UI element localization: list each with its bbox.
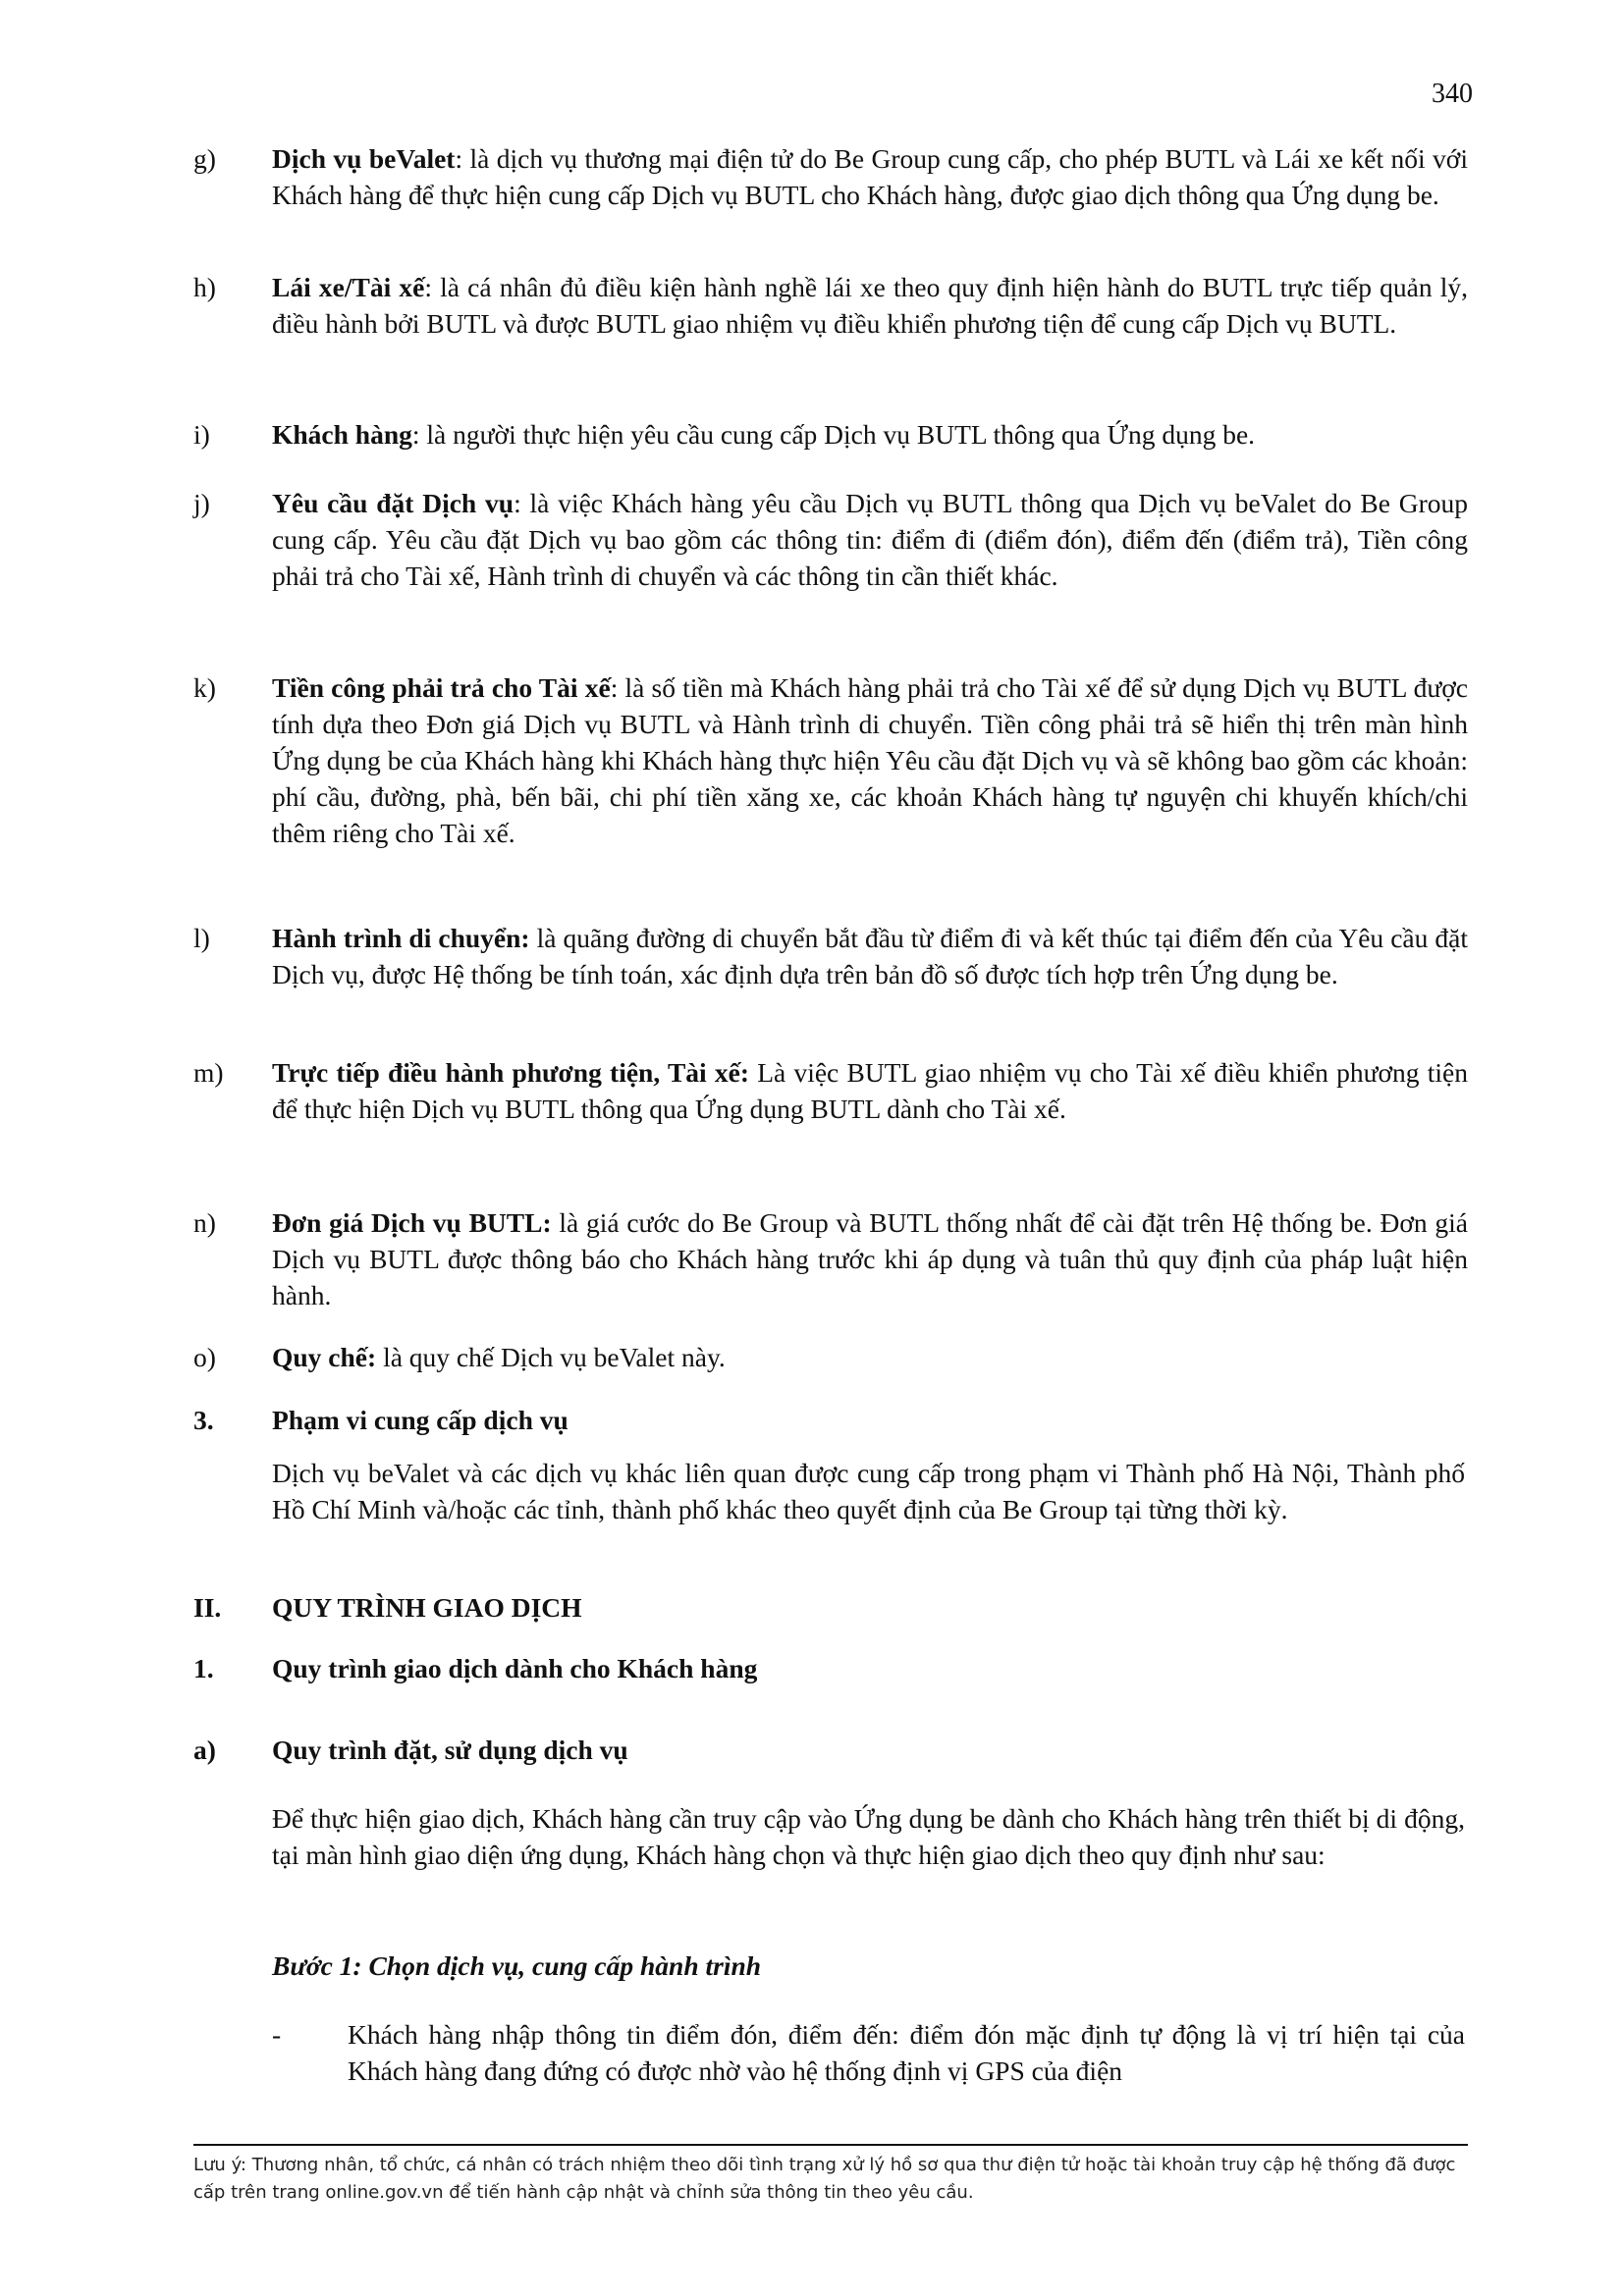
step-heading xyxy=(272,1948,761,1984)
section-title: Phạm vi cung cấp dịch vụ xyxy=(272,1405,568,1435)
item-label: h) xyxy=(193,272,216,302)
item-label: o) xyxy=(193,1342,216,1372)
item-label: g) xyxy=(193,143,216,174)
item-text: là quãng đường di chuyển bắt đầu từ điểm đi và kết thúc tại điểm đến của Yêu cầu đặt Dịch vụ, được Hệ thống be tính toán, xác định dựa trên bản đồ số được tích hợp trên Ứng dụng be. xyxy=(272,923,1468,989)
item-text: : là người thực hiện yêu cầu cung cấp Dịch vụ BUTL thông qua Ứng dụng be. xyxy=(411,419,1256,450)
subsection-heading xyxy=(193,1732,628,1768)
definition-item xyxy=(193,1054,1468,1127)
item-body xyxy=(272,416,1468,453)
item-term: Quy chế: xyxy=(272,1342,377,1372)
item-term: Dịch vụ beValet xyxy=(272,143,456,174)
item-body xyxy=(272,269,1468,342)
item-text: Là việc BUTL giao nhiệm vụ cho Tài xế điều khiển phương tiện để thực hiện Dịch vụ BUTL thông qua Ứng dụng BUTL dành cho Tài xế. xyxy=(272,1057,1468,1124)
item-label: m) xyxy=(193,1057,224,1088)
section-number: 1. xyxy=(193,1653,214,1683)
item-body xyxy=(272,1054,1468,1127)
item-text: : là dịch vụ thương mại điện tử do Be Group cung cấp, cho phép BUTL và Lái xe kết nối với Khách hàng để thực hiện cung cấp Dịch vụ BUTL cho Khách hàng, được giao dịch thông qua Ứng dụng be. xyxy=(272,143,1468,210)
section-heading xyxy=(193,1402,568,1438)
item-body xyxy=(272,1204,1468,1313)
item-term: Hành trình di chuyển: xyxy=(272,923,530,953)
subsection-label: a) xyxy=(193,1735,216,1765)
item-text: là quy chế Dịch vụ beValet này. xyxy=(376,1342,726,1372)
item-body xyxy=(272,140,1468,213)
definition-item xyxy=(193,140,1468,213)
item-term: Yêu cầu đặt Dịch vụ xyxy=(272,488,514,518)
chapter-number: II. xyxy=(193,1592,222,1623)
item-label: k) xyxy=(193,672,216,703)
item-term: Tiền công phải trả cho Tài xế xyxy=(272,672,611,703)
item-body xyxy=(272,485,1468,594)
item-text: : là cá nhân đủ điều kiện hành nghề lái xe theo quy định hiện hành do BUTL trực tiếp quản lý, điều hành bởi BUTL và được BUTL giao nhiệm vụ điều khiển phương tiện để cung cấp Dịch vụ BUTL. xyxy=(272,272,1468,339)
section-title: Quy trình giao dịch dành cho Khách hàng xyxy=(272,1653,758,1683)
bullet-marker: - xyxy=(272,2019,282,2050)
footer-divider xyxy=(193,2144,1468,2146)
item-text: : là việc Khách hàng yêu cầu Dịch vụ BUTL thông qua Dịch vụ beValet do Be Group cung cấp. Yêu cầu đặt Dịch vụ bao gồm các thông tin: điểm đi (điểm đón), điểm đến (điểm trả), Tiền công phải trả cho Tài xế, Hành trình di chuyển và các thông tin cần thiết khác. xyxy=(272,488,1468,591)
definition-item xyxy=(193,669,1468,851)
item-body xyxy=(272,920,1468,992)
section-number: 3. xyxy=(193,1405,214,1435)
definition-item xyxy=(193,485,1468,594)
item-term: Trực tiếp điều hành phương tiện, Tài xế: xyxy=(272,1057,750,1088)
item-term: Đơn giá Dịch vụ BUTL: xyxy=(272,1207,552,1238)
definition-item xyxy=(193,416,1468,453)
item-text: : là số tiền mà Khách hàng phải trả cho Tài xế để sử dụng Dịch vụ BUTL được tính dựa theo Đơn giá Dịch vụ BUTL và Hành trình di chuyển. Tiền công phải trả sẽ hiển thị trên màn hình Ứng dụng be của Khách hàng khi Khách hàng thực hiện Yêu cầu đặt Dịch vụ và sẽ không bao gồm các khoản: phí cầu, đường, phà, bến bãi, chi phí tiền xăng xe, các khoản Khách hàng tự nguyện chi khuyến khích/chi thêm riêng cho Tài xế. xyxy=(272,672,1469,848)
item-body xyxy=(272,669,1468,851)
item-term: Lái xe/Tài xế xyxy=(272,272,425,302)
item-label: n) xyxy=(193,1207,216,1238)
item-label: i) xyxy=(193,419,210,450)
bullet-text: Khách hàng nhập thông tin điểm đón, điểm đến: điểm đón mặc định tự động là vị trí hiện tại của Khách hàng đang đứng có được nhờ vào hệ thống định vị GPS của điện xyxy=(348,2019,1465,2086)
page-number: 340 xyxy=(1432,79,1473,109)
bullet-item xyxy=(272,2016,1465,2089)
item-body xyxy=(272,1339,1468,1375)
definition-item xyxy=(193,920,1468,992)
item-label: l) xyxy=(193,923,210,953)
definition-item xyxy=(193,1339,1468,1375)
item-term: Khách hàng xyxy=(272,419,412,450)
section-heading xyxy=(193,1650,757,1686)
footer-note: Lưu ý: Thương nhân, tổ chức, cá nhân có trách nhiệm theo dõi tình trạng xử lý hồ sơ qua thư điện tử hoặc tài khoản truy cập hệ thống đã được cấp trên trang online.gov.vn để tiến hành cập nhật và chỉnh sửa thông tin theo yêu cầu. xyxy=(193,2155,1456,2203)
definition-item xyxy=(193,1204,1468,1313)
item-label: j) xyxy=(193,488,210,518)
definition-item xyxy=(193,269,1468,342)
step-title: Bước 1: Chọn dịch vụ, cung cấp hành trình xyxy=(272,1950,762,1981)
subsection-title: Quy trình đặt, sử dụng dịch vụ xyxy=(272,1735,628,1765)
item-text: là giá cước do Be Group và BUTL thống nhất để cài đặt trên Hệ thống be. Đơn giá Dịch vụ BUTL được thông báo cho Khách hàng trước khi áp dụng và tuân thủ quy định của pháp luật hiện hành. xyxy=(272,1207,1468,1310)
paragraph: Để thực hiện giao dịch, Khách hàng cần truy cập vào Ứng dụng be dành cho Khách hàng trên thiết bị di động, tại màn hình giao diện ứng dụng, Khách hàng chọn và thực hiện giao dịch theo quy định như sau: xyxy=(272,1803,1465,1870)
paragraph: Dịch vụ beValet và các dịch vụ khác liên quan được cung cấp trong phạm vi Thành phố Hà Nội, Thành phố Hồ Chí Minh và/hoặc các tỉnh, thành phố khác theo quyết định của Be Group tại từng thời kỳ. xyxy=(272,1458,1465,1524)
chapter-title: QUY TRÌNH GIAO DỊCH xyxy=(272,1592,582,1623)
chapter-heading xyxy=(193,1589,582,1626)
